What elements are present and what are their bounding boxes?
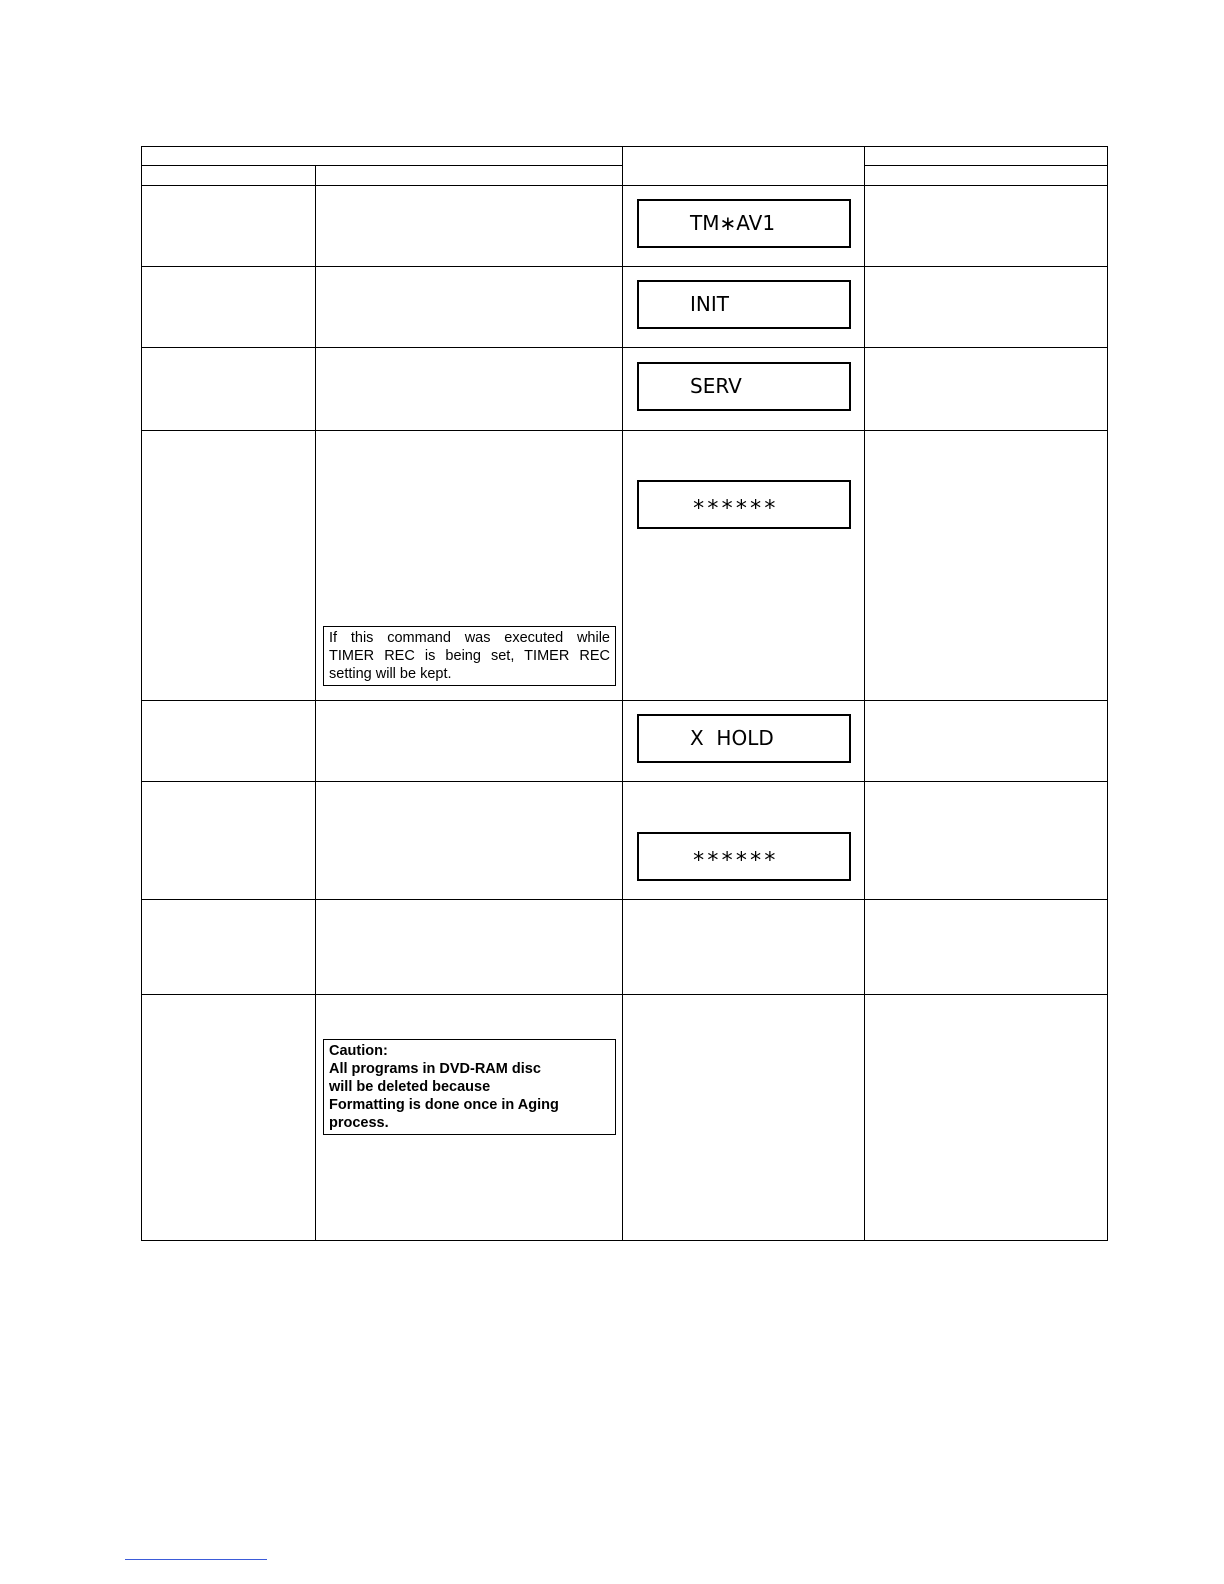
caution-heading: Caution: [329,1043,388,1059]
column-separator [622,146,623,1240]
row-separator [141,899,1108,900]
row-separator [141,430,1108,431]
display-serv: SERV [637,362,851,411]
caution-note [323,1039,616,1135]
row-separator [141,266,1108,267]
note-line: If this command was executed while [329,630,610,646]
caution-line: will be deleted because [329,1079,491,1095]
row-separator [141,700,1108,701]
column-separator [315,165,316,1240]
display-stars-2: ∗∗∗∗∗∗ [637,832,851,881]
footer-link-underline[interactable] [125,1559,267,1560]
row-separator [141,781,1108,782]
header-bottom-line [141,185,1108,186]
display-init: INIT [637,280,851,329]
note-line: TIMER REC is being set, TIMER REC [329,648,610,664]
row-separator [141,994,1108,995]
header-divider-left [141,165,623,166]
caution-line: All programs in DVD-RAM disc [329,1061,541,1077]
service-mode-table [141,146,1108,1241]
row-separator [141,347,1108,348]
timer-rec-note [323,626,616,686]
header-divider-right [865,165,1108,166]
display-tm-av1: TM∗AV1 [637,199,851,248]
display-x-hold: X HOLD [637,714,851,763]
caution-line: process. [329,1115,389,1131]
note-line: setting will be kept. [329,666,452,682]
display-stars-1: ∗∗∗∗∗∗ [637,480,851,529]
column-separator [864,146,865,1240]
caution-line: Formatting is done once in Aging [329,1097,559,1113]
